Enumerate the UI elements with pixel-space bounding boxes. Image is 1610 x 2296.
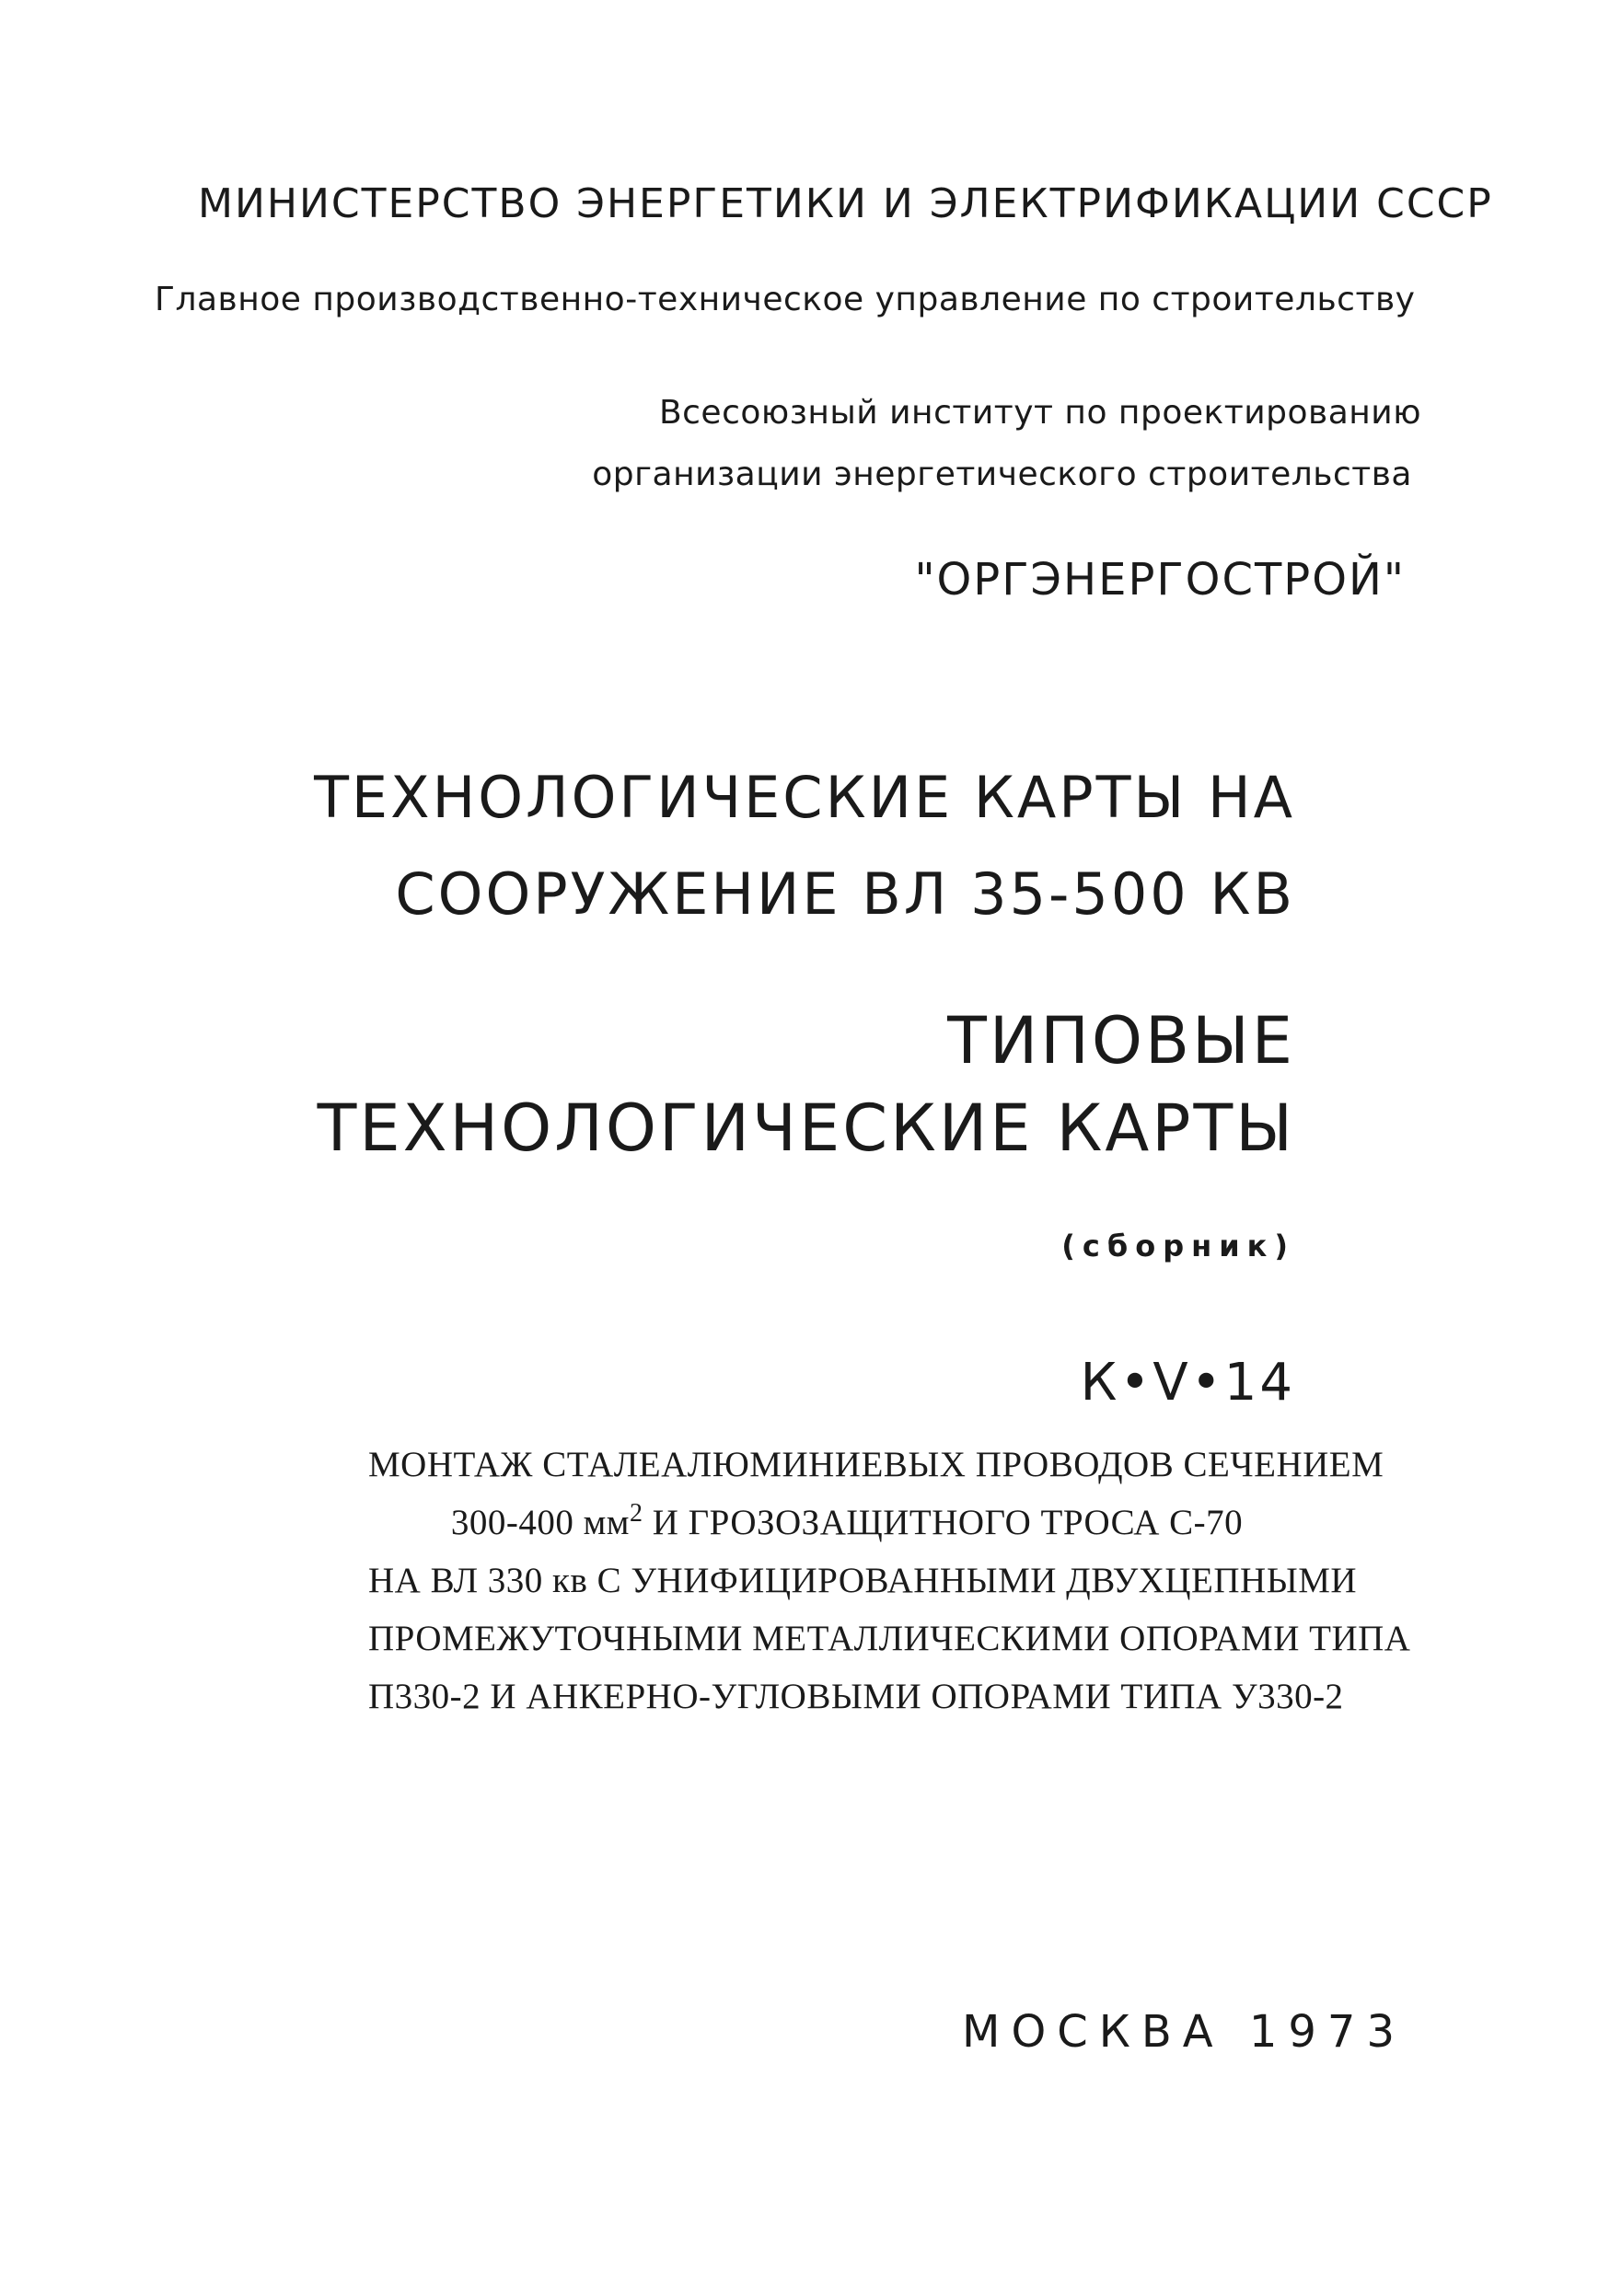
ministry-name: МИНИСТЕРСТВО ЭНЕРГЕТИКИ И ЭЛЕКТРИФИКАЦИИ СССР [198, 180, 1493, 227]
collection-label: (сборник) [1061, 1229, 1295, 1263]
description-line-2-superscript: 2 [629, 1499, 643, 1528]
description-line-2-suffix: И ГРОЗОЗАЩИТНОГО ТРОСА С-70 [643, 1503, 1244, 1542]
title-line-2: СООРУЖЕНИЕ ВЛ 35-500 КВ [395, 860, 1295, 928]
subtitle-line-2: ТЕХНОЛОГИЧЕСКИЕ КАРТЫ [317, 1090, 1295, 1166]
description-block [368, 1436, 1411, 1725]
title-line-1: ТЕХНОЛОГИЧЕСКИЕ КАРТЫ НА [314, 764, 1295, 831]
description-line-1: МОНТАЖ СТАЛЕАЛЮМИНИЕВЫХ ПРОВОДОВ СЕЧЕНИЕМ [368, 1445, 1384, 1484]
description-line-2-prefix: 300-400 мм [450, 1503, 630, 1542]
city-year: МОСКВА 1973 [962, 2006, 1406, 2058]
institute-line-2: организации энергетического строительства [592, 456, 1412, 493]
description-line-4: ПРОМЕЖУТОЧНЫМИ МЕТАЛЛИЧЕСКИМИ ОПОРАМИ ТИПА [368, 1619, 1411, 1658]
description-line-5: П330-2 И АНКЕРНО-УГЛОВЫМИ ОПОРАМИ ТИПА У330-2 [368, 1677, 1344, 1716]
institute-line-1: Всесоюзный институт по проектированию [658, 394, 1421, 432]
description-line-3: НА ВЛ 330 кв С УНИФИЦИРОВАННЫМИ ДВУХЦЕПНЫМИ [368, 1561, 1358, 1600]
directorate-name: Главное производственно-техническое управление по строительству [155, 281, 1416, 318]
description-line-2 [368, 1494, 1326, 1552]
subtitle-line-1: ТИПОВЫЕ [947, 1003, 1295, 1079]
organization-name: "ОРГЭНЕРГОСТРОЙ" [914, 554, 1406, 606]
document-code: К•V•14 [1080, 1353, 1295, 1413]
